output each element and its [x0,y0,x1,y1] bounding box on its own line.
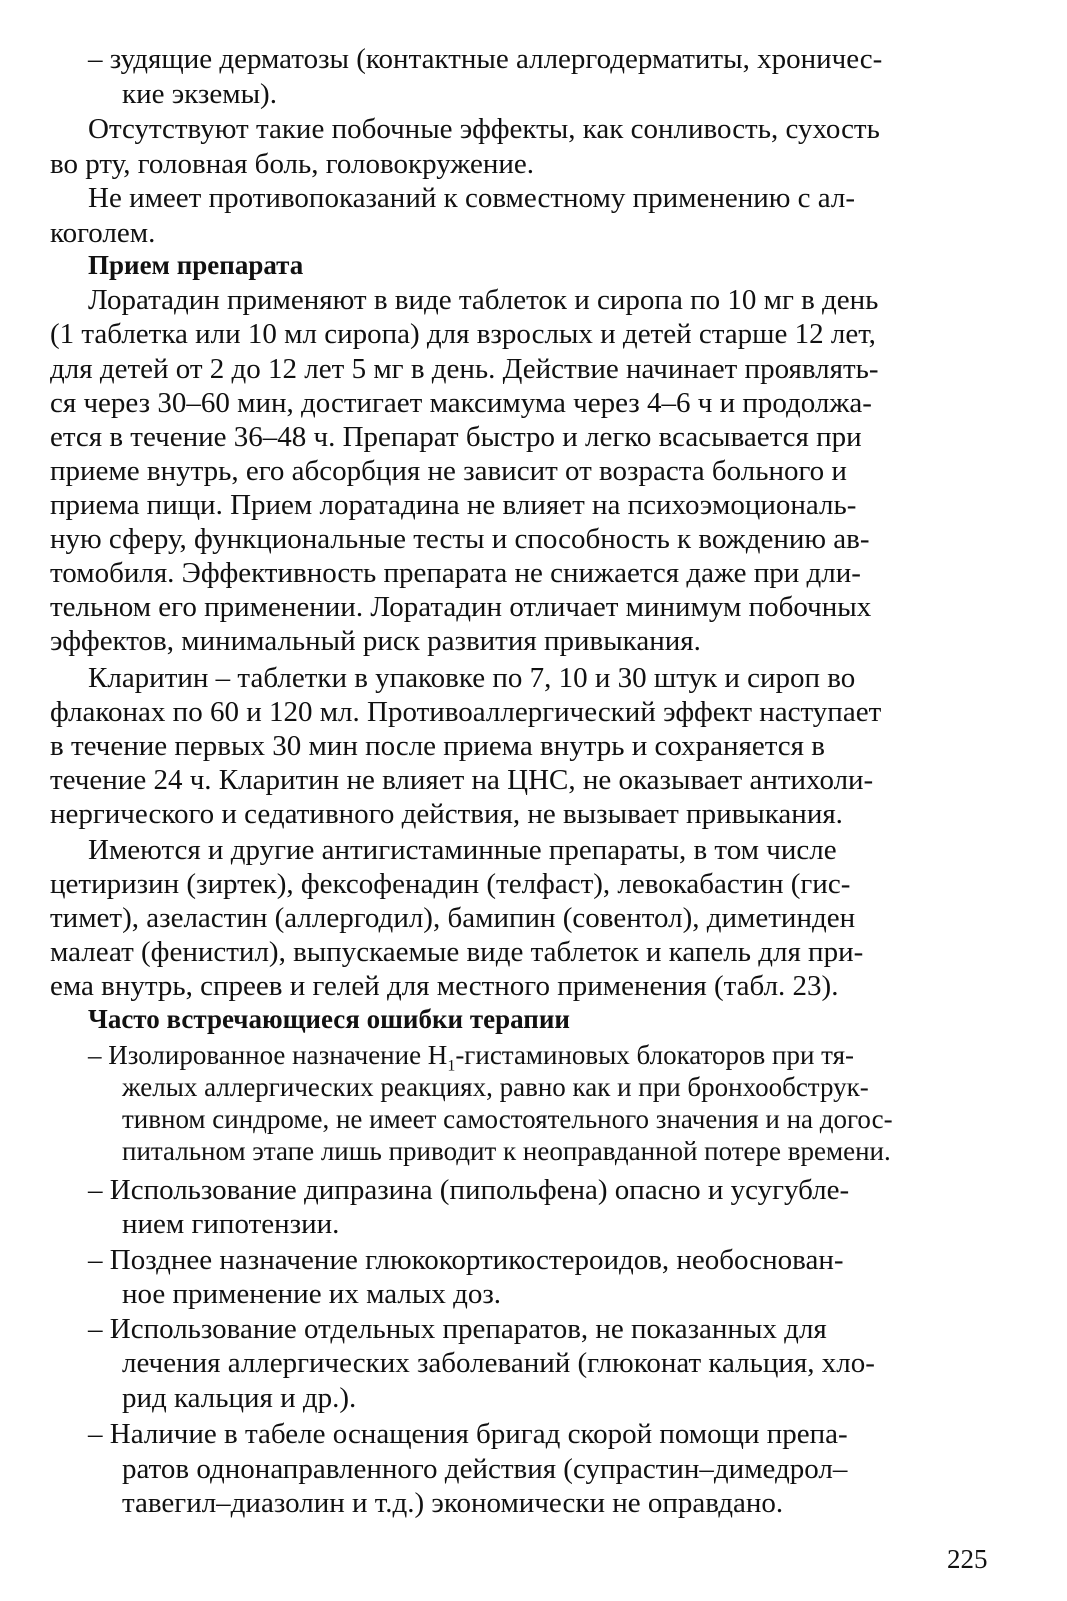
text-line: нергического и седативного действия, не вызывает привыкания. [50,798,843,830]
section-heading: Прием препарата [88,250,304,280]
text-line: течение 24 ч. Кларитин не влияет на ЦНС, не оказывает антихоли- [50,764,874,796]
text-line: ся через 30–60 мин, достигает максимума через 4–6 ч и продолжа- [50,387,872,419]
list-item-line: ное применение их малых доз. [122,1278,502,1310]
text-line: тимет), азеластин (аллергодил), бамипин (совентол), диметинден [50,902,856,934]
text-span: -гистаминовых блокаторов при тя- [455,1040,855,1070]
text-span: – Изолированное назначение H [88,1040,448,1070]
text-line: во рту, головная боль, головокружение. [50,148,535,180]
text-line: приема пищи. Прием лоратадина не влияет на психоэмоциональ- [50,489,857,521]
section-heading: Часто встречающиеся ошибки терапии [88,1004,570,1034]
list-item-line: – Наличие в табеле оснащения бригад скорой помощи препа- [88,1418,848,1450]
list-item-line: рид кальция и др.). [122,1382,357,1414]
text-line: в течение первых 30 мин после приема внутрь и сохраняется в [50,730,825,762]
list-item-line: – Позднее назначение глюкокортикостероидов, необоснован- [88,1244,844,1276]
list-item-line: – Использование отдельных препаратов, не показанных для [88,1313,827,1345]
text-line: Лоратадин применяют в виде таблеток и сиропа по 10 мг в день [88,284,879,316]
list-item-line: нием гипотензии. [122,1208,340,1240]
list-item-line: лечения аллергических заболеваний (глюконат кальция, хло- [122,1347,875,1379]
text-line: малеат (фенистил), выпускаемые виде таблеток и капель для при- [50,936,864,968]
text-line: Кларитин – таблетки в упаковке по 7, 10 и 30 штук и сироп во [88,662,856,694]
list-item-line: желых аллергических реакциях, равно как и при бронхообструк- [122,1072,869,1102]
text-line: – зудящие дерматозы (контактные аллергодерматиты, хроничес- [88,43,883,75]
text-line: коголем. [50,217,156,249]
text-line: тельном его применении. Лоратадин отличает минимум побочных [50,591,872,623]
page-number: 225 [947,1544,988,1574]
list-item-line [88,1037,854,1073]
text-line: ную сферу, функциональные тесты и способность к вождению ав- [50,523,870,555]
list-item-line: тивном синдроме, не имеет самостоятельного значения и на догос- [122,1104,893,1134]
list-item-line: – Использование дипразина (пипольфена) опасно и усугубле- [88,1174,850,1206]
text-line: томобиля. Эффективность препарата не снижается даже при дли- [50,557,861,589]
text-line: Не имеет противопоказаний к совместному применению с ал- [88,182,856,214]
text-line: ема внутрь, спреев и гелей для местного применения (табл. 23). [50,970,839,1002]
text-line: Имеются и другие антигистаминные препараты, в том числе [88,834,837,866]
text-line: кие экземы). [122,78,277,110]
text-line: для детей от 2 до 12 лет 5 мг в день. Действие начинает проявлять- [50,353,879,385]
list-item-line: ратов однонаправленного действия (супрастин–димедрол– [122,1453,848,1485]
text-line: (1 таблетка или 10 мл сиропа) для взрослых и детей старше 12 лет, [50,318,876,350]
text-line: флаконах по 60 и 120 мл. Противоаллергический эффект наступает [50,696,882,728]
list-item-line: питальном этапе лишь приводит к неоправданной потере времени. [122,1136,891,1166]
subscript: 1 [447,1057,456,1075]
list-item-line: тавегил–диазолин и т.д.) экономически не оправдано. [122,1487,784,1519]
text-line: цетиризин (зиртек), фексофенадин (телфаст), левокабастин (гис- [50,868,851,900]
text-line: ется в течение 36–48 ч. Препарат быстро и легко всасывается при [50,421,862,453]
text-line: Отсутствуют такие побочные эффекты, как сонливость, сухость [88,113,880,145]
text-line: приеме внутрь, его абсорбция не зависит от возраста больного и [50,455,847,487]
text-line: эффектов, минимальный риск развития привыкания. [50,625,701,657]
